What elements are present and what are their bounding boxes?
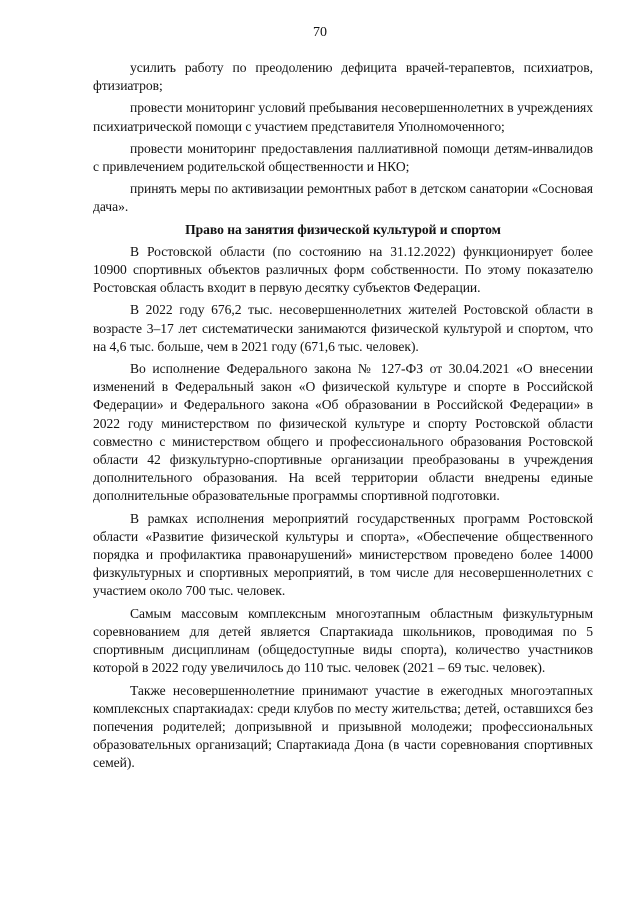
section-heading: Право на занятия физической культурой и спортом bbox=[185, 221, 501, 237]
paragraph-federal-law: Во исполнение Федерального закона № 127-ФЗ от 30.04.2021 «О внесении изменений в Федеральный закон «О физической культуре и спорте в Российской Федерации» и Федерального закона «Об образовании в Российской Федерации» в 2022 году министерством по физической культуре и спорту Ростовской области совместно с министерством общего и профессионального образования Ростовской области 42 физкультурно-спортивные организации преобразованы в учреждения дополнительного образования. На всей территории области внедрены единые дополнительные образовательные программы спортивной подготовки. bbox=[93, 361, 593, 504]
paragraph-recommendation-4: принять меры по активизации ремонтных работ в детском санатории «Сосновая дача». bbox=[93, 181, 593, 215]
paragraph-recommendation-1: усилить работу по преодолению дефицита врачей-терапевтов, психиатров, фтизиатров; bbox=[93, 60, 593, 94]
paragraph-state-programs: В рамках исполнения мероприятий государственных программ Ростовской области «Развитие физической культуры и спорта», «Обеспечение общественного порядка и профилактика правонарушений» министерством проведено более 14000 физкультурных и спортивных мероприятий, в том числе для несовершеннолетних с участием около 700 тыс. человек. bbox=[93, 510, 593, 599]
paragraph-recommendation-3: провести мониторинг предоставления паллиативной помощи детям-инвалидов с привлечением родительской общественности и НКО; bbox=[93, 140, 593, 175]
page-content bbox=[93, 59, 593, 777]
paragraph-recommendation-2: провести мониторинг условий пребывания несовершеннолетних в учреждениях психиатрической помощи с участием представителя Уполномоченного; bbox=[93, 100, 593, 134]
paragraph-sport-facilities: В Ростовской области (по состоянию на 31.12.2022) функционирует более 10900 спортивных объектов различных форм собственности. По этому показателю Ростовская область входит в первую десятку субъектов Федерации. bbox=[93, 243, 593, 296]
page-number: 70 bbox=[313, 25, 327, 40]
paragraph-annual-spartakiads: Также несовершеннолетние принимают участие в ежегодных многоэтапных комплексных спартакиадах: среди клубов по месту жительства; детей, оставшихся без попечения родителей; допризывной и призывной молодежи; профессиональных образовательных организаций; Спартакиада Дона (в части соревнования спортивных семей). bbox=[93, 682, 593, 771]
paragraph-minors-sport-count: В 2022 году 676,2 тыс. несовершеннолетних жителей Ростовской области в возрасте 3–17 лет систематически занимаются физической культурой и спортом, что на 4,6 тыс. больше, чем в 2021 году (671,6 тыс. человек). bbox=[93, 302, 593, 354]
paragraph-school-spartakiad: Самым массовым комплексным многоэтапным областным физкультурным соревнованием для детей является Спартакиада школьников, проводимая по 5 спортивным дисциплинам (общедоступные виды спорта), количество участников которой в 2022 году увеличилось до 110 тыс. человек (2021 – 69 тыс. человек). bbox=[93, 605, 593, 676]
